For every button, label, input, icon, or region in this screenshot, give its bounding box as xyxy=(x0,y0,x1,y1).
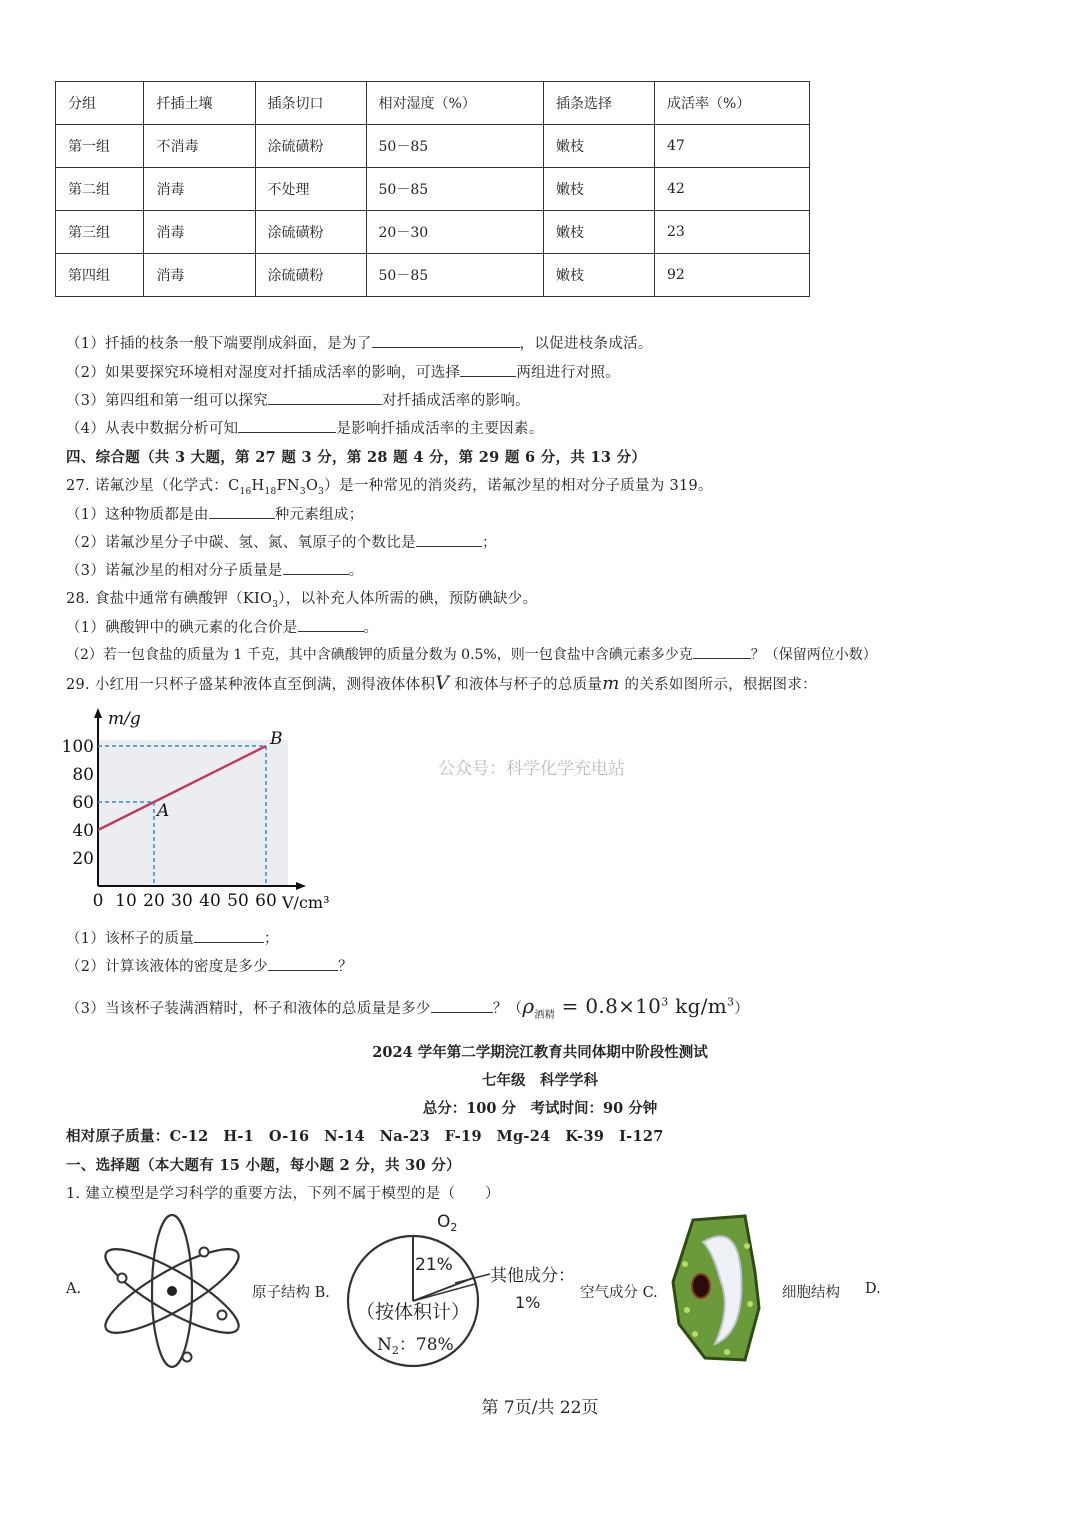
point-label-B: B xyxy=(270,729,283,749)
pct-21: 21% xyxy=(415,1255,453,1275)
text: （2）如果要探究环境相对湿度对扦插成活率的影响，可选择 xyxy=(66,365,461,381)
table-cell: 消毒 xyxy=(144,254,255,297)
text: O xyxy=(437,1212,451,1232)
table-cell: 23 xyxy=(655,211,810,254)
q27-part-2 xyxy=(66,531,497,552)
sub: 16 xyxy=(239,486,252,497)
q29-part-1 xyxy=(66,927,279,948)
table-row xyxy=(56,254,810,297)
table-header-cell: 相对湿度（%） xyxy=(366,82,543,125)
table-cell: 第三组 xyxy=(56,211,144,254)
text: （1）该杯子的质量 xyxy=(66,931,194,947)
formula-c: C xyxy=(228,478,240,494)
section-4-heading: 四、综合题（共 3 大题，第 27 题 3 分，第 28 题 4 分，第 29 题 6 分，共 13 分） xyxy=(66,449,647,466)
q1-stem: 1. 建立模型是学习科学的重要方法，下列不属于模型的是（ ） xyxy=(66,1186,500,1202)
formula-o: O xyxy=(305,478,319,494)
y-axis-label: m/g xyxy=(108,709,141,729)
table-header-cell: 插条切口 xyxy=(255,82,366,125)
table-cell: 消毒 xyxy=(144,168,255,211)
unit: kg/m xyxy=(668,994,727,1018)
sub: 3 xyxy=(299,486,306,497)
table-row xyxy=(56,125,810,168)
table-cell: 92 xyxy=(655,254,810,297)
var-m: m xyxy=(602,673,620,694)
table-row xyxy=(56,211,810,254)
text: （1）这种物质都是由 xyxy=(66,507,209,523)
var-v: V xyxy=(435,672,450,694)
x-axis-label: V/cm³ xyxy=(282,893,330,912)
text: ：78% xyxy=(398,1335,454,1355)
x-tick-label: 60 xyxy=(255,891,277,911)
table-cell: 不处理 xyxy=(255,168,366,211)
by-volume-label: （按体积计） xyxy=(355,1301,471,1323)
table-cell: 42 xyxy=(655,168,810,211)
table-header-cell: 成活率（%） xyxy=(655,82,810,125)
answer-blank[interactable] xyxy=(693,644,751,659)
exam-score: 总分：100 分 考试时间：90 分钟 xyxy=(422,1100,658,1117)
y-tick-label: 20 xyxy=(72,849,94,869)
text: （2）诺氟沙星分子中碳、氢、氮、氧原子的个数比是 xyxy=(66,535,416,551)
table-cell: 第一组 xyxy=(56,125,144,168)
option-b-text: 空气成分 C. xyxy=(580,1285,658,1301)
exam-title: 2024 学年第二学期浣江教育共同体期中阶段性测试 xyxy=(372,1044,708,1061)
table-cell: 消毒 xyxy=(144,211,255,254)
text: 对扦插成活率的影响。 xyxy=(381,393,530,409)
table-cell: 涂硫磺粉 xyxy=(255,254,366,297)
cell-structure-icon xyxy=(665,1212,775,1364)
table-cell: 20－30 xyxy=(366,211,543,254)
text: ）是一种常见的消炎药，诺氟沙星的相对分子质量为 319。 xyxy=(324,478,713,494)
plot-background xyxy=(98,740,288,886)
text: 29. 小红用一只杯子盛某种液体直至倒满，测得液体体积 xyxy=(66,677,436,693)
q27-stem xyxy=(66,474,713,497)
text: 28. 食盐中通常有碘酸钾（KIO xyxy=(66,591,273,607)
answer-blank[interactable] xyxy=(268,956,338,971)
x-tick-label: 0 xyxy=(92,891,104,911)
sup: 3 xyxy=(727,995,735,1009)
x-tick-label: 10 xyxy=(115,891,137,911)
text: ； xyxy=(263,931,279,947)
x-tick-label: 50 xyxy=(227,891,249,911)
text: 和液体与杯子的总质量 xyxy=(449,677,603,693)
n2-label xyxy=(377,1335,454,1357)
table-cell: 第二组 xyxy=(56,168,144,211)
sub: 3 xyxy=(272,599,279,610)
text: （1）扦插的枝条一般下端要削成斜面，是为了 xyxy=(66,336,372,352)
table-cell: 涂硫磺粉 xyxy=(255,125,366,168)
formula-h: H xyxy=(251,478,265,494)
watermark: 公众号：科学化学充电站 xyxy=(438,759,625,779)
air-composition-pie xyxy=(345,1208,590,1368)
answer-blank[interactable] xyxy=(194,928,264,943)
q29-part-3 xyxy=(66,994,749,1021)
sub: 3 xyxy=(318,486,325,497)
answer-blank[interactable] xyxy=(372,333,520,348)
y-tick-label: 60 xyxy=(72,793,94,813)
table-cell: 50－85 xyxy=(366,254,543,297)
sub: 酒精 xyxy=(534,1010,556,1021)
table-cell: 嫩枝 xyxy=(544,125,655,168)
q28-part-2 xyxy=(66,644,877,664)
x-axis-arrow xyxy=(296,882,306,890)
answer-blank[interactable] xyxy=(283,560,349,575)
mass-volume-chart xyxy=(60,700,350,925)
table-header-row xyxy=(56,82,810,125)
sub: 2 xyxy=(391,1344,399,1357)
rho-symbol: ρ xyxy=(522,994,535,1018)
text: 。 xyxy=(363,620,379,636)
q29-stem xyxy=(66,672,817,694)
text: ？ xyxy=(337,959,353,975)
table-cell: 第四组 xyxy=(56,254,144,297)
option-a-label: A. xyxy=(66,1281,82,1297)
text: ），以补充人体所需的碘，预防碘缺少。 xyxy=(278,591,538,607)
text: ？（ xyxy=(492,1001,523,1017)
text: 27. 诺氟沙星（化学式： xyxy=(66,478,229,494)
table-cell: 47 xyxy=(655,125,810,168)
q28-part-1 xyxy=(66,616,378,637)
answer-blank[interactable] xyxy=(298,617,364,632)
text: 是影响扦插成活率的主要因素。 xyxy=(336,421,544,437)
table-cell: 嫩枝 xyxy=(544,168,655,211)
q26-line-4 xyxy=(66,417,544,438)
answer-blank[interactable] xyxy=(209,504,275,519)
page-footer: 第 7页/共 22页 xyxy=(481,1398,599,1418)
sub: 2 xyxy=(450,1221,458,1234)
text: （3）第四组和第一组可以探究 xyxy=(66,393,268,409)
table-cell: 50－85 xyxy=(366,168,543,211)
experiment-table xyxy=(55,81,810,297)
exam-grade: 七年级 科学学科 xyxy=(482,1072,598,1089)
q26-line-2 xyxy=(66,361,620,382)
answer-blank[interactable] xyxy=(460,362,516,377)
x-tick-label: 40 xyxy=(199,891,221,911)
table-header-cell: 分组 xyxy=(56,82,144,125)
option-a-text: 原子结构 B. xyxy=(252,1285,330,1301)
option-c-text: 细胞结构 xyxy=(782,1285,840,1301)
text: 种元素组成； xyxy=(274,507,364,523)
section-1-heading: 一、选择题（本大题有 15 小题，每小题 2 分，共 30 分） xyxy=(66,1157,461,1174)
atom-model-icon xyxy=(97,1212,247,1370)
answer-blank[interactable] xyxy=(416,532,482,547)
answer-blank[interactable] xyxy=(268,390,382,405)
table-header-cell: 扦插土壤 xyxy=(144,82,255,125)
text: ） xyxy=(734,1001,750,1017)
y-tick-label: 40 xyxy=(72,821,94,841)
text: ； xyxy=(481,535,497,551)
q27-part-1 xyxy=(66,503,364,524)
table-cell: 嫩枝 xyxy=(544,254,655,297)
formula: = 0.8×10 xyxy=(555,994,662,1018)
answer-blank[interactable] xyxy=(238,418,336,433)
y-tick-label: 100 xyxy=(61,737,94,757)
o2-label xyxy=(437,1212,457,1234)
table-cell: 50－85 xyxy=(366,125,543,168)
sup: 3 xyxy=(661,995,669,1009)
text: 。 xyxy=(348,563,364,579)
y-axis-arrow xyxy=(94,708,102,718)
table-header-cell: 插条选择 xyxy=(544,82,655,125)
q27-part-3 xyxy=(66,559,364,580)
text: （3）当该杯子装满酒精时，杯子和液体的总质量是多少 xyxy=(66,1001,431,1017)
option-d-label: D. xyxy=(865,1281,881,1297)
text: （2）计算该液体的密度是多少 xyxy=(66,959,268,975)
text: （1）碘酸钾中的碘元素的化合价是 xyxy=(66,620,298,636)
text: 的关系如图所示，根据图求： xyxy=(619,677,817,693)
text: 两组进行对照。 xyxy=(516,365,620,381)
pct-1: 1% xyxy=(515,1293,541,1312)
q29-part-2 xyxy=(66,955,353,976)
table-cell: 不消毒 xyxy=(144,125,255,168)
formula-fn: FN xyxy=(276,478,300,494)
q26-line-1 xyxy=(66,332,653,353)
q28-stem xyxy=(66,587,537,610)
sub: 18 xyxy=(264,486,277,497)
text: （3）诺氟沙星的相对分子质量是 xyxy=(66,563,283,579)
text: ？（保留两位小数） xyxy=(750,647,877,663)
text: ，以促进枝条成活。 xyxy=(519,336,653,352)
q26-line-3 xyxy=(66,389,530,410)
text: （2）若一包食盐的质量为 1 千克，其中含碘酸钾的质量分数为 0.5%，则一包食盐中含碘元素多少克 xyxy=(66,647,693,663)
x-tick-label: 20 xyxy=(143,891,165,911)
point-label-A: A xyxy=(157,801,170,821)
other-label: 其他成分： xyxy=(490,1266,575,1286)
x-tick-label: 30 xyxy=(171,891,193,911)
text: N xyxy=(377,1335,392,1355)
table-row xyxy=(56,168,810,211)
answer-blank[interactable] xyxy=(431,998,493,1013)
atomic-masses: 相对原子质量：C-12 H-1 O-16 N-14 Na-23 F-19 Mg-24 K-39 I-127 xyxy=(66,1128,664,1145)
table-cell: 涂硫磺粉 xyxy=(255,211,366,254)
text: （4）从表中数据分析可知 xyxy=(66,421,239,437)
y-tick-label: 80 xyxy=(72,765,94,785)
table-cell: 嫩枝 xyxy=(544,211,655,254)
